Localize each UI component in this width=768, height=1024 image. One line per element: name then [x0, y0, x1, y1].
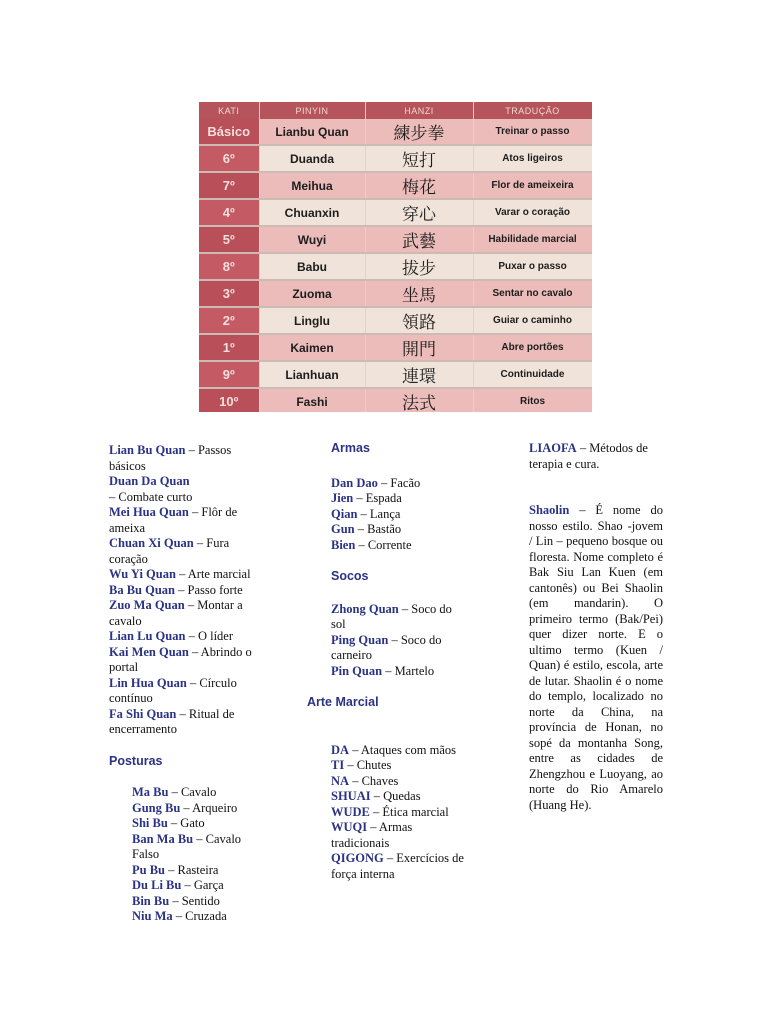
cell-hanzi: 坐馬 — [365, 280, 473, 307]
list-item — [109, 443, 269, 474]
forms-column — [109, 443, 269, 925]
definition: – Soco do sol — [331, 601, 452, 631]
cell-hanzi: 開門 — [365, 334, 473, 361]
armas-heading: Armas — [331, 441, 370, 455]
cell-pinyin: Wuyi — [259, 226, 365, 253]
table-row — [199, 280, 592, 307]
term: Du Li Bu — [132, 878, 182, 892]
liaofa-paragraph — [529, 441, 663, 472]
table-row — [199, 334, 592, 361]
posturas-heading: Posturas — [109, 753, 163, 768]
cell-hanzi: 穿心 — [365, 199, 473, 226]
definition: – Armas tradicionais — [331, 820, 413, 850]
table-row — [199, 361, 592, 388]
cell-pinyin: Lianhuan — [259, 361, 365, 388]
term: Dan Dao — [331, 475, 378, 490]
cell-traducao: Sentar no cavalo — [473, 280, 592, 307]
cell-kati: 4º — [199, 199, 259, 226]
term: Lin Hua Quan — [109, 675, 187, 690]
forms-list — [109, 443, 269, 738]
term: Chuan Xi Quan — [109, 536, 194, 550]
term: LIAOFA — [529, 441, 577, 455]
list-item — [331, 491, 467, 507]
cell-traducao: Continuidade — [473, 361, 592, 388]
list-item — [109, 629, 269, 645]
term: Bin Bu — [132, 893, 170, 908]
list-item — [132, 816, 269, 832]
cell-traducao: Abre portões — [473, 334, 592, 361]
list-item — [109, 645, 269, 676]
term: Shaolin — [529, 503, 570, 517]
cell-traducao: Flor de ameixeira — [473, 172, 592, 199]
term: Fa Shi Quan — [109, 706, 177, 721]
cell-pinyin: Chuanxin — [259, 199, 365, 226]
definition: – Ritual de encerramento — [109, 706, 235, 736]
table-row — [199, 172, 592, 199]
arte-marcial-heading: Arte Marcial — [307, 695, 379, 709]
list-item — [132, 909, 269, 925]
term: Wu Yi Quan — [109, 567, 176, 581]
definition: – Combate curto — [109, 489, 193, 504]
definition: – Garça — [181, 878, 224, 892]
term: Duan Da Quan — [109, 474, 190, 488]
kati-forms-table — [199, 102, 592, 412]
term: Gung Bu — [132, 800, 181, 815]
cell-pinyin: Kaimen — [259, 334, 365, 361]
list-item — [331, 507, 467, 523]
table-row — [199, 199, 592, 226]
cell-traducao: Varar o coração — [473, 199, 592, 226]
cell-traducao: Atos ligeiros — [473, 145, 592, 172]
definition: – Martelo — [382, 663, 435, 678]
definition: – Facão — [377, 475, 421, 490]
term: Lian Lu Quan — [109, 629, 186, 643]
definition: – Lança — [357, 506, 401, 521]
table-row — [199, 253, 592, 280]
table-row — [199, 226, 592, 253]
term: Jien — [331, 491, 354, 505]
table-row — [199, 307, 592, 334]
term: NA — [331, 773, 350, 788]
header-kati: KATI — [199, 102, 259, 119]
forms-table — [199, 102, 592, 412]
definition: – Cavalo Falso — [132, 831, 242, 861]
definition: – Exercícios de força interna — [331, 851, 464, 881]
term: Zuo Ma Quan — [109, 598, 185, 612]
definition: – Flôr de ameixa — [109, 505, 238, 535]
term: Kai Men Quan — [109, 644, 189, 659]
shaolin-paragraph — [529, 503, 663, 813]
definition: – Cruzada — [172, 909, 227, 923]
term: Ma Bu — [132, 785, 169, 799]
cell-hanzi: 短打 — [365, 145, 473, 172]
list-item — [132, 832, 269, 863]
arte-marcial-list — [307, 743, 467, 883]
list-item — [132, 801, 269, 817]
socos-heading: Socos — [331, 569, 369, 583]
definition: – Chutes — [344, 758, 392, 772]
term: Pin Quan — [331, 663, 383, 678]
cell-hanzi: 練步拳 — [365, 119, 473, 145]
term: SHUAI — [331, 789, 371, 803]
cell-hanzi: 梅花 — [365, 172, 473, 199]
list-item — [109, 505, 269, 536]
header-hanzi: HANZI — [365, 102, 473, 119]
cell-kati: 1º — [199, 334, 259, 361]
table-header-row — [199, 102, 592, 119]
definition: – Ética marcial — [369, 804, 449, 819]
cell-traducao: Treinar o passo — [473, 119, 592, 145]
cell-traducao: Guiar o caminho — [473, 307, 592, 334]
term: WUDE — [331, 804, 370, 819]
list-item — [132, 894, 269, 910]
table-row — [199, 145, 592, 172]
list-item — [109, 567, 269, 583]
list-item — [132, 878, 269, 894]
list-item — [109, 536, 269, 567]
list-item — [109, 598, 269, 629]
term: Gun — [331, 522, 355, 536]
cell-pinyin: Duanda — [259, 145, 365, 172]
table-row — [199, 119, 592, 145]
cell-pinyin: Fashi — [259, 388, 365, 412]
definition: – Passos básicos — [109, 443, 232, 473]
term: WUQI — [331, 820, 368, 834]
definition: – Círculo contínuo — [109, 675, 237, 705]
cell-hanzi: 拔步 — [365, 253, 473, 280]
cell-kati: 9º — [199, 361, 259, 388]
definition: – Cavalo — [168, 785, 217, 799]
definition: – Sentido — [169, 893, 220, 908]
list-item — [132, 785, 269, 801]
cell-kati: 10º — [199, 388, 259, 412]
term: Qian — [331, 506, 358, 521]
term: DA — [331, 742, 350, 757]
list-item — [331, 789, 467, 805]
term: Ba Bu Quan — [109, 582, 176, 597]
cell-kati: 8º — [199, 253, 259, 280]
cell-kati: Básico — [199, 119, 259, 145]
definitions-column — [529, 441, 663, 813]
list-item — [331, 664, 467, 680]
definition: – Abrindo o portal — [109, 644, 252, 674]
definition: – Espada — [353, 491, 402, 505]
list-item — [331, 476, 467, 492]
cell-pinyin: Linglu — [259, 307, 365, 334]
list-item — [331, 743, 467, 759]
cell-traducao: Habilidade marcial — [473, 226, 592, 253]
cell-kati: 3º — [199, 280, 259, 307]
list-item — [331, 633, 467, 664]
list-item — [331, 805, 467, 821]
term: Lian Bu Quan — [109, 443, 186, 457]
cell-traducao: Puxar o passo — [473, 253, 592, 280]
list-item — [109, 474, 269, 505]
cell-kati: 5º — [199, 226, 259, 253]
posturas-list — [109, 785, 269, 925]
term: Zhong Quan — [331, 601, 399, 616]
definition: – Gato — [167, 816, 205, 830]
list-item — [109, 707, 269, 738]
header-traducao: TRADUÇÃO — [473, 102, 592, 119]
definition: – Métodos de terapia e cura. — [529, 441, 648, 471]
cell-kati: 7º — [199, 172, 259, 199]
term: Bien — [331, 537, 356, 552]
list-item — [109, 583, 269, 599]
definition: – É nome do nosso estilo. Shao -jovem / Lin – pequeno bosque ou floresta. Nome completo é Bak Siu Lan Kuen (em cantonês) ou Bei Shaolin (em mandarin). O primeiro termo (Bak/Pei) quer dizer norte. E o ultimo termo (Kuen / Quan) é estilo, escola, arte de lutar. Shaolin é o nome do templo, localizado no norte da China, na província de Honan, no sopé da montanha Song, entre as cidades de Zhengzhou e Luoyang, ao norte do Rio Amarelo (Huang He). — [529, 503, 663, 812]
term: Pu Bu — [132, 862, 166, 877]
definition: – Soco do carneiro — [331, 632, 442, 662]
list-item — [331, 522, 467, 538]
definition: – Rasteira — [165, 862, 219, 877]
list-item — [331, 538, 467, 554]
term: Mei Hua Quan — [109, 505, 189, 519]
cell-pinyin: Meihua — [259, 172, 365, 199]
term: TI — [331, 758, 345, 772]
list-item — [331, 602, 467, 633]
definition: – Corrente — [355, 537, 412, 552]
header-pinyin: PINYIN — [259, 102, 365, 119]
definition: – O líder — [185, 629, 233, 643]
cell-kati: 6º — [199, 145, 259, 172]
definition: – Arte marcial — [175, 567, 251, 581]
definition: – Quedas — [370, 789, 421, 803]
definition: – Fura coração — [109, 536, 230, 566]
definition: – Chaves — [349, 773, 399, 788]
weapons-column — [307, 441, 467, 882]
cell-hanzi: 領路 — [365, 307, 473, 334]
cell-pinyin: Babu — [259, 253, 365, 280]
cell-hanzi: 法式 — [365, 388, 473, 412]
term: Shi Bu — [132, 816, 168, 830]
list-item — [109, 676, 269, 707]
list-item — [132, 863, 269, 879]
list-item — [331, 820, 467, 851]
term: Ban Ma Bu — [132, 831, 194, 846]
socos-list — [307, 602, 467, 680]
table-row — [199, 388, 592, 412]
term: Ping Quan — [331, 632, 389, 647]
cell-pinyin: Zuoma — [259, 280, 365, 307]
list-item — [331, 851, 467, 882]
cell-traducao: Ritos — [473, 388, 592, 412]
cell-hanzi: 連環 — [365, 361, 473, 388]
definition: – Bastão — [354, 522, 402, 536]
term: QIGONG — [331, 851, 384, 865]
list-item — [331, 774, 467, 790]
armas-list — [307, 476, 467, 554]
cell-hanzi: 武藝 — [365, 226, 473, 253]
cell-kati: 2º — [199, 307, 259, 334]
definition: – Arqueiro — [180, 800, 238, 815]
term: Niu Ma — [132, 909, 173, 923]
definition: – Montar a cavalo — [109, 598, 243, 628]
cell-pinyin: Lianbu Quan — [259, 119, 365, 145]
definition: – Ataques com mãos — [349, 742, 456, 757]
definition: – Passo forte — [175, 582, 243, 597]
list-item — [331, 758, 467, 774]
